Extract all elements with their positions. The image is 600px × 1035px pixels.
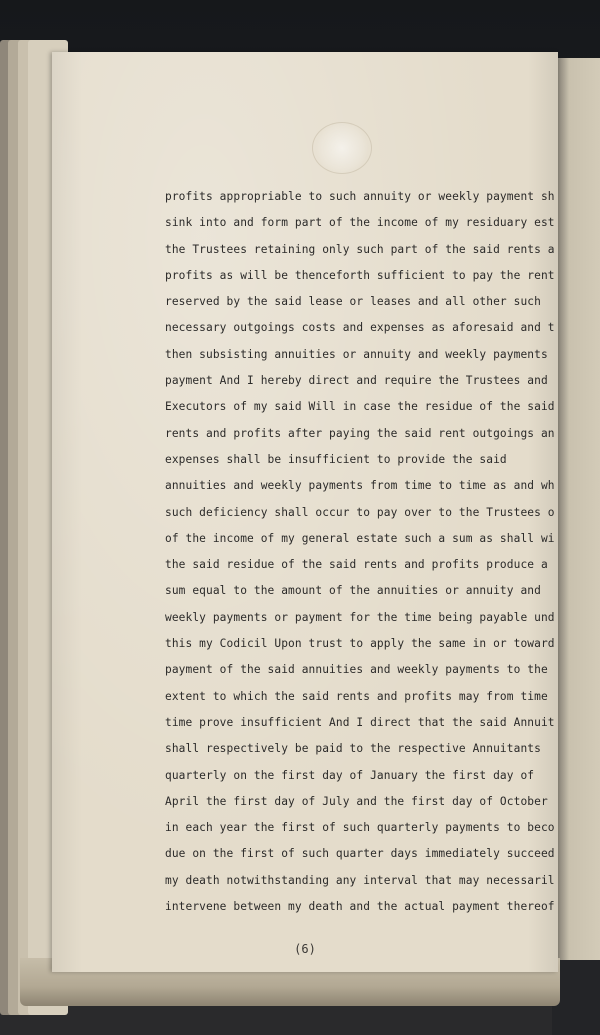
adjacent-page xyxy=(556,58,600,963)
text-line: profits appropriable to such annuity or weekly payment sh xyxy=(165,190,555,203)
text-line: in each year the first of such quarterly payments to beco xyxy=(165,821,555,835)
text-line: extent to which the said rents and profits may from time xyxy=(165,689,548,703)
text-line: annuities and weekly payments from time to time as and wh xyxy=(165,479,555,493)
text-line: expenses shall be insufficient to provide the said xyxy=(165,452,507,466)
text-line: Executors of my said Will in case the residue of the said xyxy=(165,400,555,414)
text-line: payment And I hereby direct and require the Trustees and xyxy=(165,374,548,388)
text-line: such deficiency shall occur to pay over to the Trustees o xyxy=(165,505,555,519)
text-line: sum equal to the amount of the annuities or annuity and xyxy=(165,584,541,598)
text-line: of the income of my general estate such a sum as shall wi xyxy=(165,531,555,545)
text-line: profits as will be thenceforth sufficient to pay the rent xyxy=(165,268,555,282)
text-line: the Trustees retaining only such part of the said rents a xyxy=(165,242,555,256)
text-line: weekly payments or payment for the time being payable und xyxy=(165,610,555,624)
text-line: shall respectively be paid to the respective Annuitants xyxy=(165,742,541,756)
text-line: the said residue of the said rents and profits produce a xyxy=(165,558,548,572)
text-line: April the first day of July and the first day of October xyxy=(165,794,548,808)
text-line: due on the first of such quarter days immediately succeed xyxy=(165,847,555,861)
text-line: then subsisting annuities or annuity and weekly payments xyxy=(165,347,548,361)
text-line: quarterly on the first day of January the first day of xyxy=(165,768,535,782)
embossed-seal xyxy=(312,122,372,174)
text-line: this my Codicil Upon trust to apply the same in or toward xyxy=(165,637,555,651)
document-page xyxy=(52,52,558,972)
text-line: rents and profits after paying the said rent outgoings an xyxy=(165,426,555,440)
text-line: time prove insufficient And I direct that the said Annuit xyxy=(165,715,555,729)
text-line: reserved by the said lease or leases and all other such xyxy=(165,295,541,309)
text-line: intervene between my death and the actual payment thereof xyxy=(165,900,555,914)
text-line: payment of the said annuities and weekly payments to the xyxy=(165,663,548,677)
text-line: sink into and form part of the income of my residuary est xyxy=(165,216,555,230)
text-line: my death notwithstanding any interval that may necessaril xyxy=(165,873,555,887)
page-number: (6) xyxy=(294,942,316,956)
document-body xyxy=(165,184,558,920)
text-line: necessary outgoings costs and expenses as aforesaid and t xyxy=(165,321,555,335)
